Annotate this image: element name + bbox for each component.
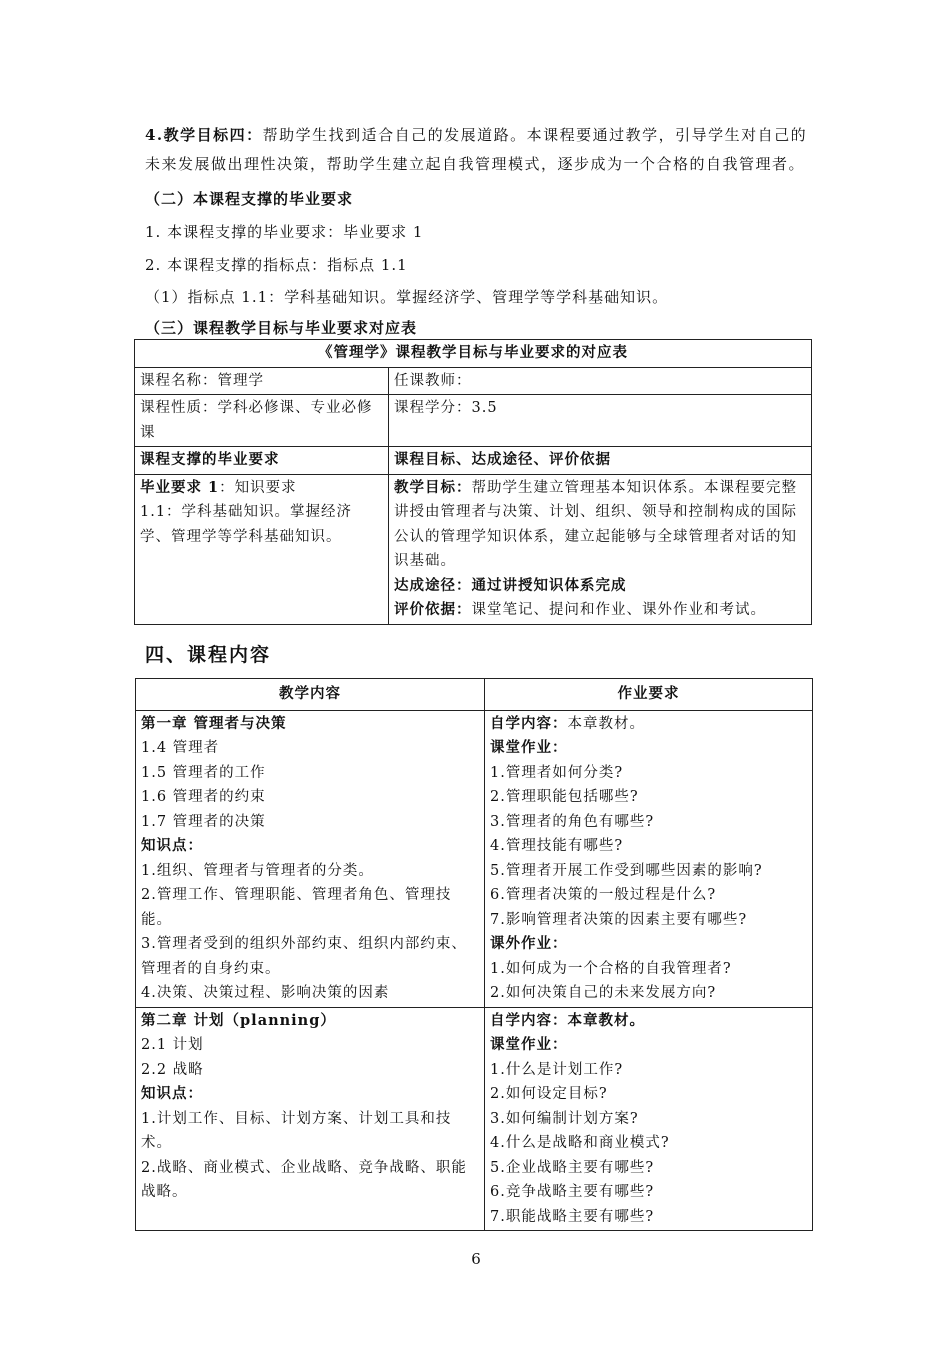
goal-cell bbox=[389, 474, 812, 624]
path-text: 通过讲授知识体系完成 bbox=[471, 576, 627, 594]
ch2-content-cell bbox=[136, 1007, 485, 1231]
ch2-item: 2.1 计划 bbox=[141, 1037, 204, 1053]
ch2-title: 第二章 计划（planning） bbox=[141, 1011, 336, 1029]
ch1-class-item: 6.管理者决策的一般过程是什么? bbox=[490, 887, 717, 903]
goal4-paragraph bbox=[145, 121, 815, 179]
ch1-item: 1.5 管理者的工作 bbox=[141, 764, 266, 781]
goal-text: 帮助学生建立管理基本知识体系。本课程要完整讲授由管理者与决策、计划、组织、领导和控制构成的国际公认的管理学知识体系，建立起能够与全球管理者对话的知识基础。 bbox=[394, 479, 797, 569]
content-col1-header: 教学内容 bbox=[136, 679, 485, 711]
ch1-class-item: 4.管理技能有哪些? bbox=[490, 838, 624, 854]
section2-heading: （二）本课程支撑的毕业要求 bbox=[145, 190, 354, 208]
page-number: 6 bbox=[471, 1250, 481, 1268]
goal4-label: 4.教学目标四： bbox=[145, 126, 263, 144]
ch2-class-item: 7.职能战略主要有哪些? bbox=[490, 1208, 655, 1225]
ch2-self-study: 自学内容：本章教材。 bbox=[490, 1011, 645, 1029]
teacher-cell: 任课教师： bbox=[389, 367, 812, 395]
content-table bbox=[135, 678, 813, 1231]
ch1-class-item: 1.管理者如何分类? bbox=[490, 764, 624, 781]
section3-heading: （三）课程教学目标与毕业要求对应表 bbox=[145, 319, 418, 337]
ch1-out-hw: 课外作业： bbox=[490, 935, 568, 952]
req-label: 毕业要求 1 bbox=[140, 478, 220, 496]
ch2-class-item: 5.企业战略主要有哪些? bbox=[490, 1159, 655, 1176]
col-left-header: 课程支撑的毕业要求 bbox=[135, 447, 389, 475]
ch1-kp: 3.管理者受到的组织外部约束、组织内部约束、管理者的自身约束。 bbox=[141, 936, 467, 977]
ch1-class-item: 3.管理者的角色有哪些? bbox=[490, 813, 655, 830]
ch1-item: 1.4 管理者 bbox=[141, 740, 220, 756]
ch1-class-hw: 课堂作业： bbox=[490, 739, 568, 756]
content-col2-header: 作业要求 bbox=[485, 679, 813, 711]
ch2-class-item: 3.如何编制计划方案? bbox=[490, 1110, 639, 1127]
ch2-kp-label: 知识点： bbox=[141, 1085, 203, 1102]
ch1-out-item: 1.如何成为一个合格的自我管理者? bbox=[490, 960, 732, 977]
goal4-text: 帮助学生找到适合自己的发展道路。本课程要通过教学，引导学生对自己的未来发展做出理性决策，帮助学生建立起自我管理模式，逐步成为一个合格的自我管理者。 bbox=[145, 126, 808, 173]
requirement-cell bbox=[135, 474, 389, 624]
goal-label: 教学目标： bbox=[394, 478, 472, 496]
eval-text: 课堂笔记、提问和作业、课外作业和考试。 bbox=[471, 602, 766, 618]
ch2-class-item: 6.竞争战略主要有哪些? bbox=[490, 1184, 655, 1200]
ch1-self-study-text: 本章教材。 bbox=[567, 715, 645, 732]
req-text: ：知识要求 bbox=[219, 479, 297, 496]
section4-heading: 四、课程内容 bbox=[145, 644, 272, 666]
ch2-class-item: 4.什么是战略和商业模式? bbox=[490, 1135, 670, 1151]
ch2-kp: 2.战略、商业模式、企业战略、竞争战略、职能战略。 bbox=[141, 1159, 467, 1200]
ch2-item: 2.2 战略 bbox=[141, 1061, 204, 1078]
ch2-class-item: 1.什么是计划工作? bbox=[490, 1061, 624, 1078]
mapping-table-title: 《管理学》课程教学目标与毕业要求的对应表 bbox=[135, 340, 812, 368]
ch1-kp-label: 知识点： bbox=[141, 837, 203, 854]
ch1-class-item: 2.管理职能包括哪些? bbox=[490, 789, 639, 805]
col-right-header: 课程目标、达成途径、评价依据 bbox=[389, 447, 812, 475]
mapping-table bbox=[134, 339, 812, 625]
ch1-kp: 2.管理工作、管理职能、管理者角色、管理技能。 bbox=[141, 887, 452, 928]
ch2-homework-cell bbox=[485, 1007, 813, 1231]
course-name-cell: 课程名称：管理学 bbox=[135, 367, 389, 395]
path-label: 达成途径： bbox=[394, 576, 472, 594]
credits-cell: 课程学分：3.5 bbox=[389, 395, 812, 447]
section2-line3: （1）指标点 1.1：学科基础知识。掌握经济学、管理学等学科基础知识。 bbox=[145, 288, 669, 306]
ch2-kp: 1.计划工作、目标、计划方案、计划工具和技术。 bbox=[141, 1110, 452, 1151]
ch2-class-item: 2.如何设定目标? bbox=[490, 1086, 608, 1102]
ch1-class-item: 5.管理者开展工作受到哪些因素的影响? bbox=[490, 862, 763, 879]
ch1-out-item: 2.如何决策自己的未来发展方向? bbox=[490, 985, 717, 1001]
ch1-title: 第一章 管理者与决策 bbox=[141, 714, 287, 732]
ch1-kp: 1.组织、管理者与管理者的分类。 bbox=[141, 862, 374, 879]
ch1-homework-cell bbox=[485, 710, 813, 1007]
ch1-class-item: 7.影响管理者决策的因素主要有哪些? bbox=[490, 911, 748, 928]
ch1-item: 1.7 管理者的决策 bbox=[141, 813, 266, 830]
course-type-cell: 课程性质：学科必修课、专业必修课 bbox=[135, 395, 389, 447]
ch1-content-cell bbox=[136, 710, 485, 1007]
ch1-self-study: 自学内容： bbox=[490, 714, 568, 732]
section2-line2: 2. 本课程支撑的指标点：指标点 1.1 bbox=[145, 256, 408, 274]
eval-label: 评价依据： bbox=[394, 601, 472, 618]
ch1-kp: 4.决策、决策过程、影响决策的因素 bbox=[141, 985, 390, 1001]
ch1-item: 1.6 管理者的约束 bbox=[141, 789, 266, 805]
req-detail: 1.1：学科基础知识。掌握经济学、管理学等学科基础知识。 bbox=[140, 504, 353, 545]
ch2-class-hw: 课堂作业： bbox=[490, 1036, 568, 1053]
section2-line1: 1. 本课程支撑的毕业要求：毕业要求 1 bbox=[145, 223, 424, 241]
